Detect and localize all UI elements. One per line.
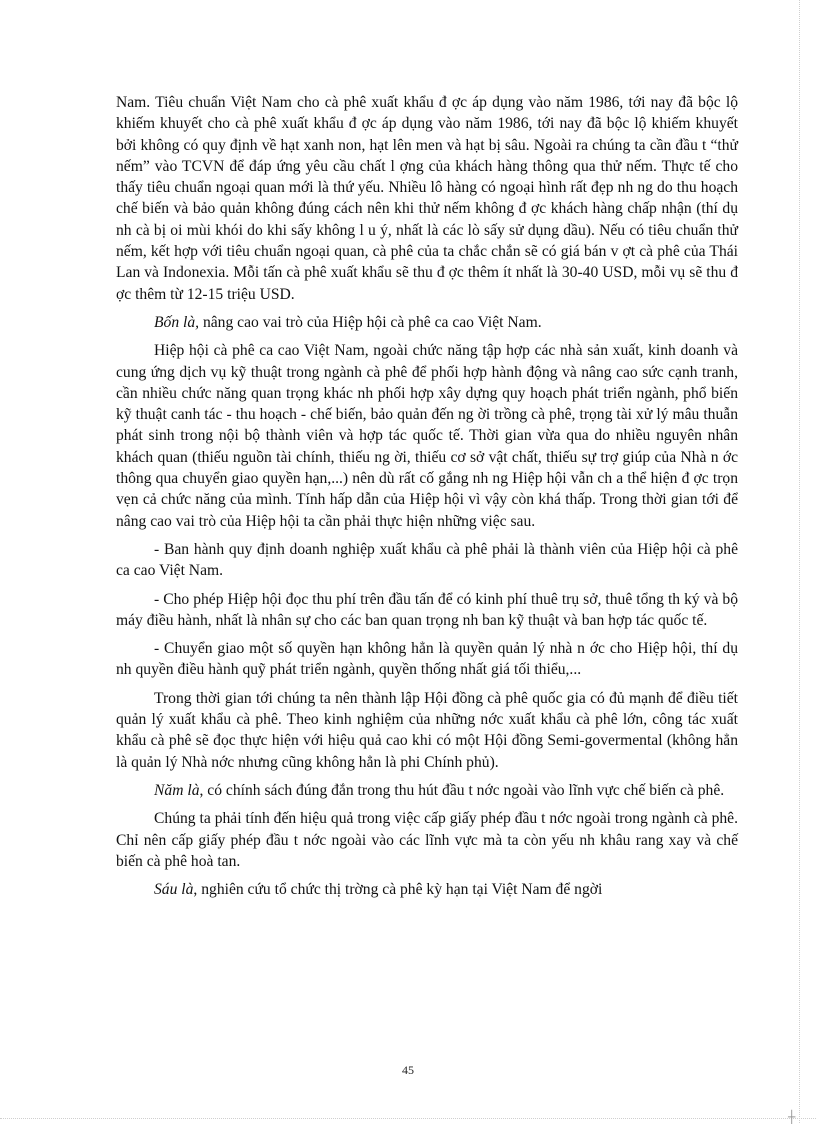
crop-mark-icon: ┼: [788, 1110, 796, 1124]
paragraph-fourth-point: [116, 312, 738, 333]
paragraph-text: Hiệp hội cà phê ca cao Việt Nam, ngoài chức năng tập hợp các nhà sản xuất, kinh doanh và cung ứng dịch vụ kỹ thuật trong ngành cà phê để phối hợp hành động và nâng cao sức cạnh tranh, cần nhiều chức năng quan trọng khác nh phối hợp xây dựng quy hoạch phát triển ngành, phổ biến kỹ thuật canh tác - thu hoạch - chế biến, bảo quản đến ng ời trồng cà phê, trọng tài xử lý mâu thuẫn phát sinh trong nội bộ thành viên và hợp tác quốc tế. Thời gian vừa qua do nhiều nguyên nhân khách quan (thiếu nguồn tài chính, thiếu ng ời, thiếu cơ sở vật chất, thiếu sự trợ giúp của Nhà n ớc thông qua chuyển giao quyền hạn,...) nên dù rất cố gắng nh ng Hiệp hội vẫn ch a thể hiện đ ợc trọn vẹn cả chức năng của mình. Tính hấp dẫn của Hiệp hội vì vậy còn khá thấp. Trong thời gian tới để nâng cao vai trò của Hiệp hội ta cần phải thực hiện những việc sau.: [116, 342, 738, 530]
paragraph-association: [116, 340, 738, 532]
paragraph-text: Trong thời gian tới chúng ta nên thành lập Hội đồng cà phê quốc gia có đủ mạnh để điều tiết quản lý xuất khẩu cà phê. Theo kinh nghiệm của những nớc xuất khẩu cà phê lớn, công tác xuất khẩu cà phê sẽ đọc thực hiện với hiệu quả cao khi có một Hội đồng Semi-govermental (không hẳn là quản lý Nhà nớc nhưng cũng không hẳn là phi Chính phủ).: [116, 689, 738, 771]
page-number: 45: [402, 1063, 414, 1077]
paragraph-lead: Năm là: [154, 781, 200, 799]
paragraph-text: - Chuyển giao một số quyền hạn không hẳn là quyền quản lý nhà n ớc cho Hiệp hội, thí dụ nh quyền điều hành quỹ phát triển ngành, quyền thống nhất giá tối thiểu,...: [116, 640, 738, 679]
paragraph-text: , có chính sách đúng đắn trong thu hút đầu t nớc ngoài vào lĩnh vực chế biến cà phê.: [199, 781, 725, 799]
paragraph-lead: Sáu là: [154, 881, 194, 899]
paragraph-text: - Ban hành quy định doanh nghiệp xuất khẩu cà phê phải là thành viên của Hiệp hội cà phê ca cao Việt Nam.: [116, 540, 738, 580]
crop-guide-horizontal: [0, 1118, 816, 1119]
paragraph-national-council: [116, 688, 738, 773]
paragraph-bullet-membership: [116, 539, 738, 582]
paragraph-bullet-transfer: [116, 638, 738, 681]
paragraph-standards: [116, 92, 738, 305]
paragraph-text: Chúng ta phải tính đến hiệu quả trong việc cấp giấy phép đầu t nớc ngoài trong ngành cà phê. Chỉ nên cấp giấy phép đầu t nớc ngoài vào các lĩnh vực mà ta còn yếu nh khâu rang xay và chế biến cà phê hoà tan.: [116, 810, 738, 870]
paragraph-lead: Bốn là,: [154, 313, 200, 331]
paragraph-text: , nghiên cứu tổ chức thị trờng cà phê kỳ hạn tại Việt Nam để ngời: [193, 881, 603, 899]
paragraph-fifth-point: [116, 780, 738, 801]
paragraph-investment-licence: [116, 808, 738, 872]
paragraph-sixth-point: [116, 879, 738, 900]
crop-guide-vertical: [799, 0, 800, 1123]
paragraph-text: nâng cao vai trò của Hiệp hội cà phê ca cao Việt Nam.: [199, 313, 542, 331]
paragraph-bullet-fees: [116, 589, 738, 632]
document-body: [116, 92, 738, 907]
paragraph-text: - Cho phép Hiệp hội đọc thu phí trên đầu tấn để có kinh phí thuê trụ sở, thuê tổng th ký và bộ máy điều hành, nhất là nhân sự cho các ban quan trọng nh ban kỹ thuật và ban hợp tác quốc tế.: [116, 590, 738, 629]
paragraph-text: Nam. Tiêu chuẩn Việt Nam cho cà phê xuất khẩu đ ợc áp dụng vào năm 1986, tới nay đã bộc lộ khiếm khuyết cho cà phê xuất khẩu đ ợc áp dụng vào năm 1986, tới nay đã bộc lộ khiếm khuyết bởi không có quy định về hạt xanh non, hạt lên men và hạt bị sâu. Ngoài ra chúng ta cần đầu t “thử nếm” vào TCVN để đáp ứng yêu cầu chất l ợng của khách hàng thông qua thử nếm. Thực tế cho thấy tiêu chuẩn ngoại quan mới là thứ yếu. Nhiều lô hàng có ngoại hình rất đẹp nh ng do thu hoạch chế biến và bảo quản không đúng cách nên khi thử nếm không đ ợc khách hàng chấp nhận (thí dụ nh cà bị oi mùi khói do khi sấy không l u ý, nhất là các lò sấy sử dụng dầu). Nếu có tiêu chuẩn thử nếm, kết hợp với tiêu chuẩn ngoại quan, cà phê của ta chắc chắn sẽ có giá bán v ợt cà phê của Thái Lan và Indonexia. Mỗi tấn cà phê xuất khẩu sẽ thu đ ợc thêm ít nhất là 30-40 USD, mỗi vụ sẽ thu đ ợc thêm từ 12-15 triệu USD.: [116, 94, 738, 303]
